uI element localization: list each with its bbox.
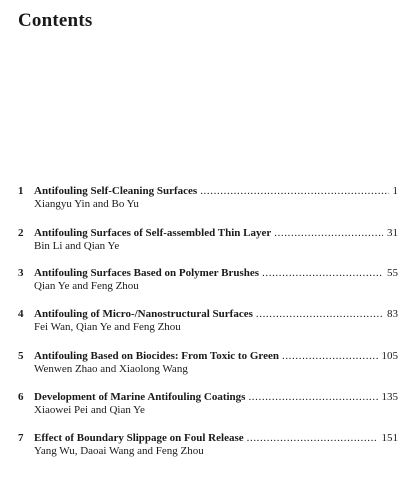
chapter-number: 6 (18, 391, 24, 403)
chapter-title: Antifouling Surfaces of Self-assembled Thin Layer (34, 227, 272, 239)
chapter-title: Development of Marine Antifouling Coatings (34, 391, 246, 403)
chapter-number: 4 (18, 308, 24, 320)
chapter-number: 3 (18, 267, 24, 279)
chapter-authors: Bin Li and Qian Ye (34, 240, 120, 252)
dot-leader (200, 184, 388, 198)
toc-entry-3 (18, 266, 398, 296)
chapter-line (34, 390, 398, 404)
chapter-line (34, 266, 398, 280)
toc-entry-6 (18, 390, 398, 420)
chapter-title: Effect of Boundary Slippage on Foul Release (34, 432, 244, 444)
toc-entry-1 (18, 184, 398, 214)
chapter-authors: Qian Ye and Feng Zhou (34, 280, 139, 292)
chapter-line (34, 349, 398, 363)
chapter-title: Antifouling Based on Biocides: From Toxic to Green (34, 350, 279, 362)
dot-leader (247, 431, 378, 445)
chapter-authors: Yang Wu, Daoai Wang and Feng Zhou (34, 445, 204, 457)
chapter-number: 5 (18, 350, 24, 362)
chapter-page-number: 55 (387, 267, 398, 279)
dot-leader (248, 390, 377, 404)
chapter-authors: Fei Wan, Qian Ye and Feng Zhou (34, 321, 181, 333)
toc-entry-5 (18, 349, 398, 379)
dot-leader (274, 226, 383, 240)
chapter-line (34, 431, 398, 445)
toc-entry-4 (18, 307, 398, 337)
chapter-page-number: 135 (381, 391, 398, 403)
chapter-title: Antifouling Surfaces Based on Polymer Brushes (34, 267, 260, 279)
chapter-line (34, 184, 398, 198)
chapter-title: Antifouling of Micro-/Nanostructural Surfaces (34, 308, 253, 320)
chapter-authors: Wenwen Zhao and Xiaolong Wang (34, 363, 188, 375)
chapter-line (34, 226, 398, 240)
dot-leader (262, 266, 383, 280)
toc-entry-2 (18, 226, 398, 256)
dot-leader (256, 307, 383, 321)
chapter-page-number: 31 (387, 227, 398, 239)
chapter-page-number: 83 (387, 308, 398, 320)
chapter-authors: Xiangyu Yin and Bo Yu (34, 198, 139, 210)
toc-entry-7 (18, 431, 398, 461)
chapter-number: 7 (18, 432, 24, 444)
page-title: Contents (18, 10, 93, 31)
chapter-line (34, 307, 398, 321)
chapter-title: Antifouling Self-Cleaning Surfaces (34, 185, 198, 197)
chapter-page-number: 151 (381, 432, 398, 444)
chapter-number: 1 (18, 185, 24, 197)
chapter-number: 2 (18, 227, 24, 239)
chapter-page-number: 1 (392, 185, 398, 197)
chapter-authors: Xiaowei Pei and Qian Ye (34, 404, 145, 416)
dot-leader (282, 349, 378, 363)
chapter-page-number: 105 (381, 350, 398, 362)
